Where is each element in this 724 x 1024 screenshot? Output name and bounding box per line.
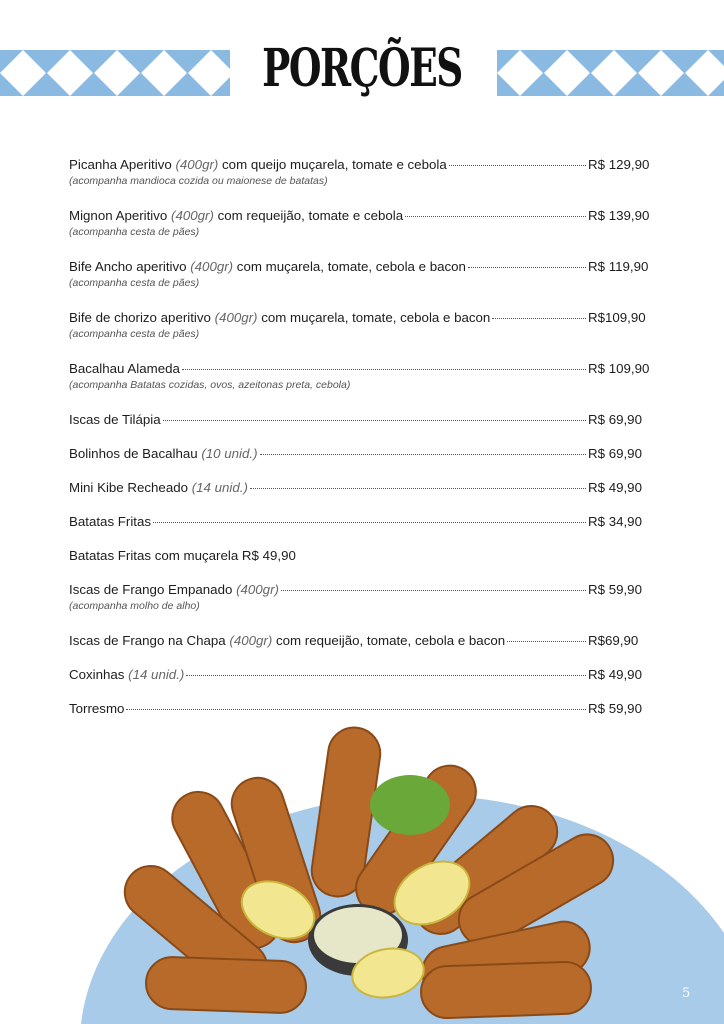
menu-item-line xyxy=(69,411,652,428)
menu-item-name xyxy=(69,360,180,377)
item-note: (acompanha cesta de pães) xyxy=(69,277,200,289)
menu-item-line xyxy=(69,360,652,377)
item-price: R$ 119,90 xyxy=(588,259,649,274)
menu-item-name xyxy=(69,258,466,275)
item-price: R$ 59,90 xyxy=(588,701,642,716)
menu-item xyxy=(69,360,652,394)
dotted-leader xyxy=(281,590,586,591)
dotted-leader xyxy=(186,675,586,676)
item-price: R$ 59,90 xyxy=(588,582,642,597)
item-note: (acompanha cesta de pães) xyxy=(69,226,200,238)
dotted-leader xyxy=(405,216,586,217)
menu-item xyxy=(69,513,652,530)
item-portion: (400gr) xyxy=(214,310,258,325)
item-price: R$ 49,90 xyxy=(588,667,642,682)
item-name: Batatas Fritas xyxy=(69,514,152,529)
menu-item-line xyxy=(69,666,652,683)
item-portion: (400gr) xyxy=(229,633,273,648)
menu-list xyxy=(69,156,652,734)
item-description: com requeijão, tomate e cebola xyxy=(213,208,404,223)
item-note: (acompanha Batatas cozidas, ovos, azeitonas preta, cebola) xyxy=(69,379,351,391)
page-number: 5 xyxy=(682,986,691,1001)
menu-item-name xyxy=(69,513,151,530)
item-name: Picanha Aperitivo xyxy=(69,157,172,172)
item-portion: (10 unid.) xyxy=(201,446,258,461)
item-description: com muçarela, tomate, cebola e bacon xyxy=(233,259,466,274)
dotted-leader xyxy=(507,641,586,642)
menu-item-name xyxy=(69,411,161,428)
dotted-leader xyxy=(163,420,586,421)
dotted-leader xyxy=(260,454,586,455)
dotted-leader xyxy=(468,267,586,268)
page-title: PORÇÕES xyxy=(262,38,462,99)
item-description: com requeijão, tomate, cebola e bacon xyxy=(272,633,506,648)
item-portion: (400gr) xyxy=(190,259,234,274)
item-portion: (400gr) xyxy=(175,157,219,172)
dotted-leader xyxy=(126,709,586,710)
menu-item-name xyxy=(69,207,403,224)
item-name: Mini Kibe Recheado xyxy=(69,480,189,495)
menu-item-name xyxy=(69,445,258,462)
menu-item xyxy=(69,411,652,428)
dotted-leader xyxy=(449,165,586,166)
menu-item-line xyxy=(69,445,652,462)
item-name: Mignon Aperitivo xyxy=(69,208,168,223)
item-price: R$ 34,90 xyxy=(588,514,642,529)
item-name: Iscas de Tilápia xyxy=(69,412,161,427)
decorative-diamond-band-right xyxy=(497,50,724,96)
item-portion: (400gr) xyxy=(236,582,279,597)
menu-item-line xyxy=(69,581,652,598)
menu-item xyxy=(69,309,652,343)
item-name: Bacalhau Alameda xyxy=(69,361,180,376)
item-price: R$ 69,90 xyxy=(588,412,642,427)
item-name: Batatas Fritas com muçarela R$ 49,90 xyxy=(69,548,296,563)
item-note: (acompanha cesta de pães) xyxy=(69,328,200,340)
menu-item-line xyxy=(69,156,652,173)
menu-item-name xyxy=(69,581,279,598)
item-description: com muçarela, tomate, cebola e bacon xyxy=(257,310,491,325)
item-price: R$ 69,90 xyxy=(588,446,642,461)
menu-item-name xyxy=(69,309,490,326)
dotted-leader xyxy=(492,318,586,319)
menu-item xyxy=(69,258,652,292)
menu-item-line xyxy=(69,632,652,649)
menu-item xyxy=(69,479,652,496)
menu-item-line xyxy=(69,479,652,496)
menu-item-name xyxy=(69,547,296,564)
menu-item-name xyxy=(69,156,447,173)
menu-item xyxy=(69,666,652,683)
item-name: Bife de chorizo aperitivo xyxy=(69,310,211,325)
menu-item-line xyxy=(69,309,652,326)
item-price: R$ 109,90 xyxy=(588,361,650,376)
item-name: Iscas de Frango na Chapa xyxy=(69,633,226,648)
menu-item xyxy=(69,156,652,190)
dotted-leader xyxy=(182,369,586,370)
item-name: Bife Ancho aperitivo xyxy=(69,259,187,274)
item-portion: (400gr) xyxy=(171,208,214,223)
menu-item-line xyxy=(69,207,652,224)
item-price: R$69,90 xyxy=(588,633,639,648)
item-name: Coxinhas xyxy=(69,667,125,682)
item-portion: (14 unid.) xyxy=(128,667,185,682)
dotted-leader xyxy=(250,488,586,489)
menu-item-name xyxy=(69,666,184,683)
item-name: Iscas de Frango Empanado xyxy=(69,582,233,597)
item-note: (acompanha mandioca cozida ou maionese de batatas) xyxy=(69,175,328,187)
menu-item xyxy=(69,581,652,615)
coxinhas-photo xyxy=(0,715,724,1024)
menu-item-name xyxy=(69,632,505,649)
menu-item xyxy=(69,547,652,564)
item-description: com queijo muçarela, tomate e cebola xyxy=(218,157,447,172)
item-name: Bolinhos de Bacalhau xyxy=(69,446,198,461)
item-name: Torresmo xyxy=(69,701,125,716)
menu-item-line xyxy=(69,258,652,275)
item-price: R$ 49,90 xyxy=(588,480,642,495)
item-note: (acompanha molho de alho) xyxy=(69,600,200,612)
item-portion: (14 unid.) xyxy=(191,480,248,495)
menu-item xyxy=(69,632,652,649)
menu-item xyxy=(69,207,652,241)
item-price: R$ 139,90 xyxy=(588,208,650,223)
dotted-leader xyxy=(153,522,586,523)
menu-item-name xyxy=(69,479,248,496)
item-price: R$109,90 xyxy=(588,310,646,325)
menu-item-line xyxy=(69,547,652,564)
menu-item xyxy=(69,445,652,462)
item-price: R$ 129,90 xyxy=(588,157,650,172)
menu-item-line xyxy=(69,513,652,530)
